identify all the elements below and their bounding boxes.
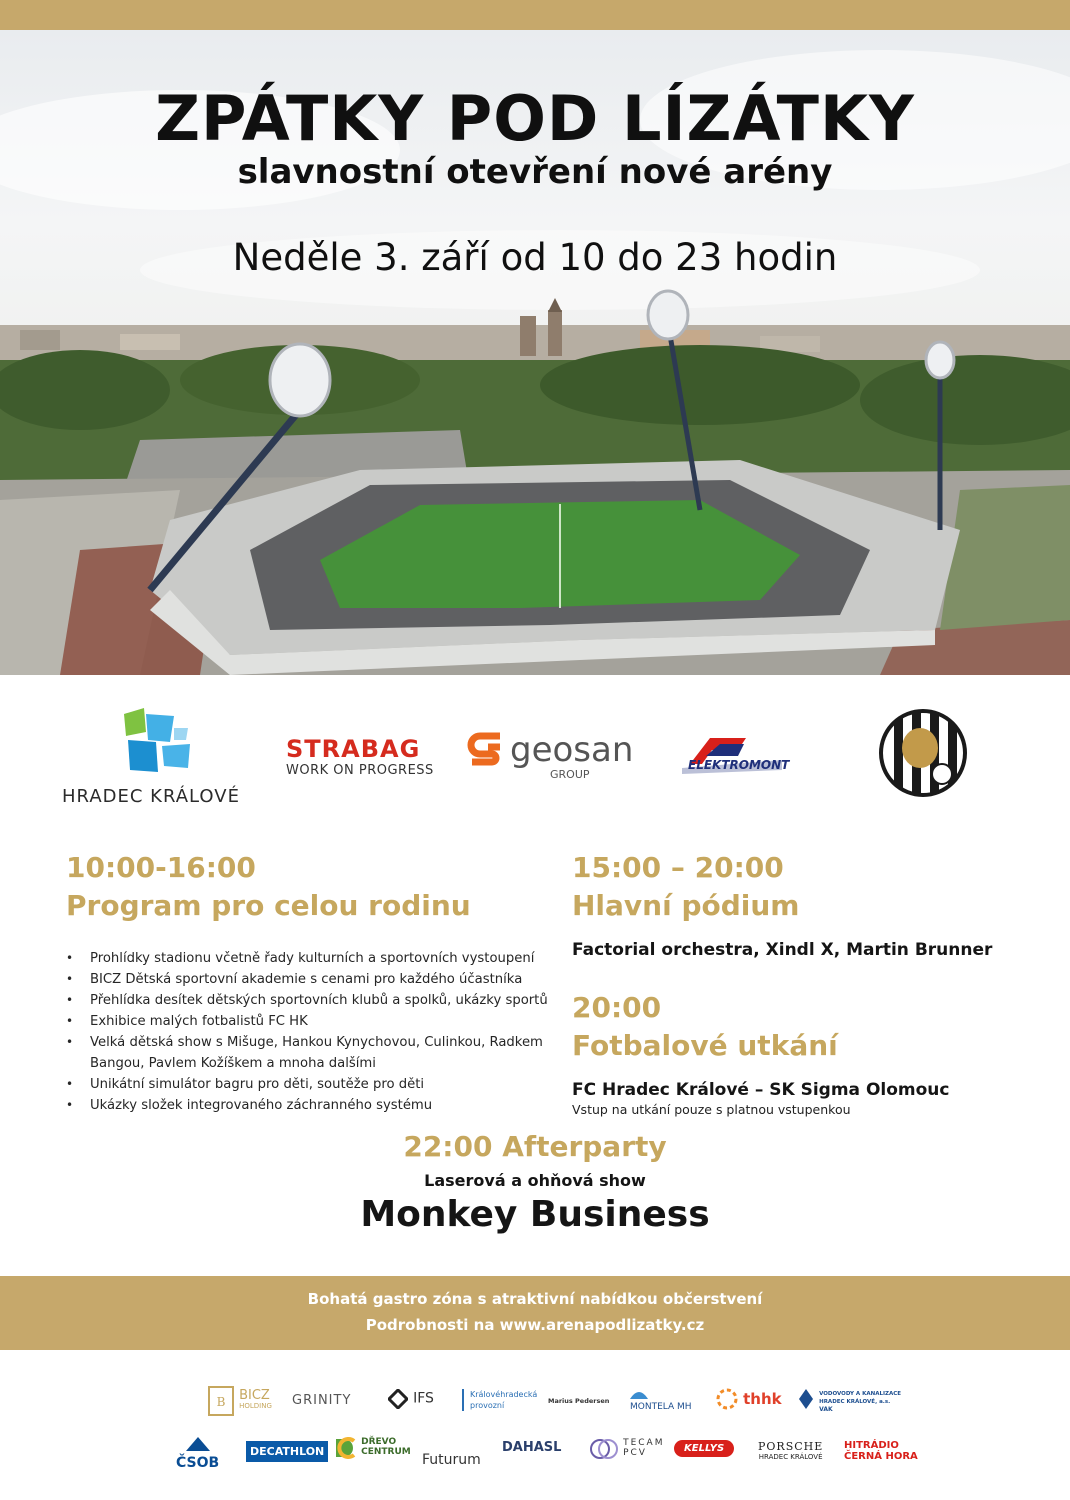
match-time: 20:00 [572, 991, 662, 1024]
drevo-centrum-logo [334, 1437, 411, 1459]
kellys-logo: KELLYS [674, 1440, 734, 1457]
porsche-sub: HRADEC KRÁLOVÉ [758, 1453, 823, 1461]
tecam-text: TECAM [623, 1438, 665, 1448]
stage-time: 15:00 – 20:00 [572, 851, 784, 884]
program-family [66, 850, 556, 1116]
csob-text: ČSOB [176, 1455, 220, 1471]
vak-logo [798, 1388, 901, 1414]
family-time: 10:00-16:00 [66, 851, 256, 884]
svg-text:B: B [216, 1395, 226, 1409]
pcv-text: PCV [623, 1448, 647, 1458]
thhk-icon [716, 1388, 738, 1410]
kh-provozni-line2: provozní [470, 1401, 505, 1410]
program-main [572, 850, 1022, 1117]
vak-icon [798, 1388, 814, 1410]
drevo-text: DŘEVO [361, 1437, 397, 1447]
centrum-text: CENTRUM [361, 1447, 411, 1457]
afterparty [0, 1130, 1070, 1235]
afterparty-performer: Monkey Business [360, 1194, 710, 1235]
page-subtitle: slavnostní otevření nové arény [237, 152, 833, 192]
stage-title: Hlavní pódium [572, 889, 800, 922]
hitradio-text: HITRÁDIO [844, 1440, 899, 1451]
bicz-icon [208, 1386, 234, 1416]
vak-line1: VODOVODY A KANALIZACE [819, 1391, 902, 1397]
match-teams: FC Hradec Králové – SK Sigma Olomouc [572, 1080, 950, 1100]
bicz-sub: HOLDING [239, 1402, 272, 1410]
page-title: ZPÁTKY POD LÍZÁTKY [155, 82, 915, 155]
list-item: • Přehlídka desítek dětských sportovních klubů a spolků, ukázky sportů [66, 990, 556, 1011]
futurum-logo: Futurum [422, 1452, 481, 1468]
dahasl-logo: DAHASL [502, 1440, 562, 1455]
bicz-text: BICZ [239, 1388, 270, 1403]
match-note: Vstup na utkání pouze s platnou vstupenkou [572, 1102, 851, 1117]
strabag-logo [286, 735, 434, 778]
list-item: • Velká dětská show s Mišuge, Hankou Kynychovou, Culinkou, Radkem Bangou, Pavlem Kožíškem a mnoha dalšími [66, 1032, 556, 1074]
grinity-logo: GRINITY [292, 1393, 352, 1408]
hitradio-logo [844, 1440, 918, 1462]
ifs-text: IFS [413, 1390, 434, 1407]
hradec-kralove-text: HRADEC KRÁLOVÉ [62, 786, 240, 807]
geosan-icon [466, 730, 506, 770]
geosan-logo [466, 730, 634, 781]
fc-hradec-kralove-crest [878, 708, 968, 802]
geosan-name: geosan [510, 730, 634, 770]
list-item: • Unikátní simulátor bagru pro děti, soutěže pro děti [66, 1074, 556, 1095]
afterparty-title: 22:00 Afterparty [403, 1130, 667, 1163]
montela-logo [630, 1389, 692, 1412]
montela-icon [630, 1389, 648, 1399]
geosan-sub: GROUP [550, 768, 590, 781]
gastro-text: Bohatá gastro zóna s atraktivní nabídkou občerstvení [307, 1290, 763, 1308]
list-item: • Prohlídky stadionu včetně řady kulturních a sportovních vystoupení [66, 948, 556, 969]
list-item: • Ukázky složek integrovaného záchranného systému [66, 1095, 556, 1116]
drevo-centrum-icon [334, 1437, 356, 1459]
montela-text: MONTELA MH [630, 1402, 692, 1412]
hradec-kralove-logo [62, 706, 262, 807]
marius-pedersen-logo: Marius Pedersen [548, 1397, 610, 1405]
hradec-kralove-icon [122, 706, 202, 778]
porsche-logo [758, 1440, 823, 1461]
elektromont-logo [682, 734, 790, 778]
family-program-list [66, 948, 556, 1116]
list-item: • Exhibice malých fotbalistů FC HK [66, 1011, 556, 1032]
website-text[interactable]: Podrobnosti na www.arenapodlizatky.cz [365, 1316, 705, 1334]
porsche-text: PORSCHE [758, 1440, 824, 1453]
match-title: Fotbalové utkání [572, 1029, 838, 1062]
csob-logo [176, 1436, 219, 1471]
ifs-icon [388, 1389, 408, 1409]
strabag-name: STRABAG [286, 735, 421, 763]
vak-line3: VAK [819, 1406, 833, 1413]
stage-acts: Factorial orchestra, Xindl X, Martin Brunner [572, 940, 993, 960]
afterparty-subtitle: Laserová a ohňová show [424, 1171, 646, 1190]
thhk-text: thhk [743, 1390, 782, 1408]
partner-logos [0, 700, 1070, 810]
fc-crest-icon [878, 708, 968, 798]
event-date: Neděle 3. září od 10 do 23 hodin [232, 236, 838, 279]
vak-line2: HRADEC KRÁLOVÉ, a.s. [819, 1399, 891, 1405]
family-title: Program pro celou rodinu [66, 889, 471, 922]
decathlon-logo: DECATHLON [246, 1441, 328, 1462]
info-band [0, 1276, 1070, 1350]
elektromont-name: ELEKTROMONT [688, 758, 790, 772]
ifs-logo [388, 1388, 434, 1409]
bicz-logo [208, 1386, 272, 1416]
top-band [0, 0, 1070, 30]
kralovehradecka-provozni-logo [462, 1389, 537, 1411]
tecam-pcv-logo [590, 1438, 664, 1460]
thhk-logo [716, 1388, 782, 1410]
cerna-hora-text: ČERNÁ HORA [844, 1451, 918, 1462]
list-item: • BICZ Dětská sportovní akademie s cenami pro každého účastníka [66, 969, 556, 990]
hero-stadium-photo [0, 30, 1070, 675]
kh-provozni-line1: Královéhradecká [470, 1390, 538, 1399]
strabag-tagline: WORK ON PROGRESS [286, 763, 434, 778]
tecam-icon [590, 1438, 618, 1460]
csob-icon [186, 1437, 210, 1451]
